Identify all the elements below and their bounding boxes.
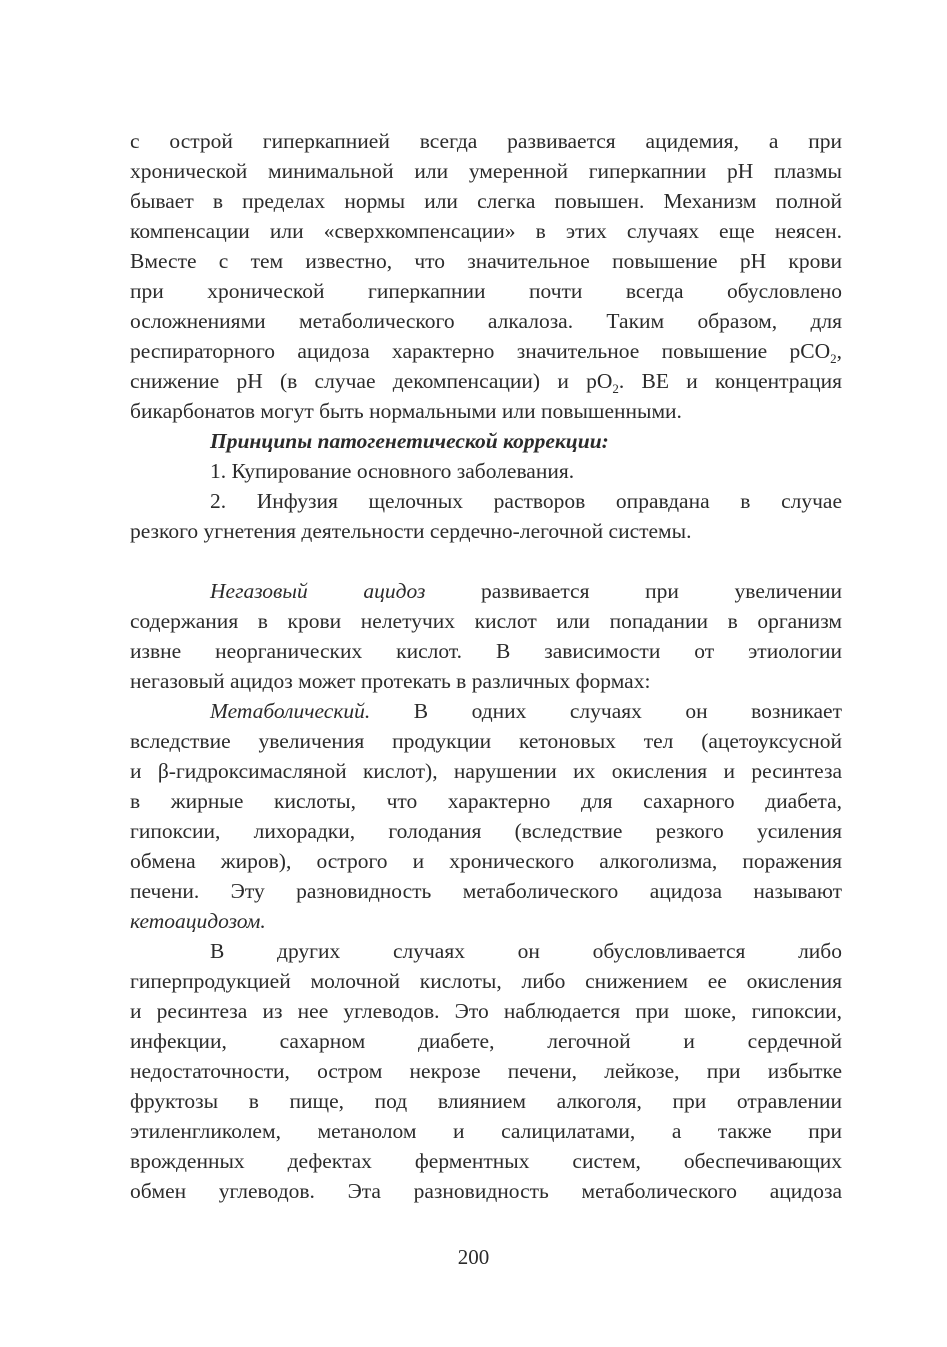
subscript: 2 [612, 381, 619, 396]
text-line: недостаточности, остром некрозе печени, лейкозе, при избытке [130, 1059, 842, 1083]
text-segment: снижение pH (в случае декомпенсации) и pO [130, 369, 613, 393]
text-line: этиленгликолем, метанолом и салицилатами, а также при [130, 1119, 842, 1143]
text-line [130, 366, 842, 396]
text-line: содержания в крови нелетучих кислот или попадании в организм [130, 609, 842, 633]
text-line [130, 696, 842, 726]
text-line: Вместе с тем известно, что значительное повышение pH крови [130, 249, 842, 273]
text-line: инфекции, сахарном диабете, легочной и сердечной [130, 1029, 842, 1053]
text-line: и ресинтеза из нее углеводов. Это наблюдается при шоке, гипоксии, [130, 999, 842, 1023]
text-line: фруктозы в пище, под влиянием алкоголя, при отравлении [130, 1089, 842, 1113]
italic-term: Негазовый ацидоз [210, 579, 426, 603]
text-line [130, 576, 842, 606]
text-line: бывает в пределах нормы или слегка повышен. Механизм полной [130, 189, 842, 213]
body-text [130, 126, 842, 1206]
list-item: 1. Купирование основного заболевания. [210, 459, 575, 483]
text-line: извне неорганических кислот. В зависимости от этиологии [130, 639, 842, 663]
text-line: компенсации или «сверхкомпенсации» в этих случаях еще неясен. [130, 219, 842, 243]
text-segment: , [836, 339, 842, 363]
text-segment: В одних случаях он возникает [370, 699, 842, 723]
text-line: врожденных дефектах ферментных систем, обеспечивающих [130, 1149, 842, 1173]
text-line: осложнениями метаболического алкалоза. Таким образом, для [130, 309, 842, 333]
subscript: 2 [830, 351, 837, 366]
text-line: резкого угнетения деятельности сердечно-легочной системы. [130, 519, 692, 543]
paragraph-gap [130, 546, 842, 576]
italic-term: Метаболический. [210, 699, 371, 723]
text-line [130, 336, 842, 366]
text-line: вследствие увеличения продукции кетоновых тел (ацетоуксусной [130, 729, 842, 753]
section-heading: Принципы патогенетической коррекции: [210, 429, 609, 453]
list-item: 2. Инфузия щелочных растворов оправдана в случае [210, 489, 842, 513]
text-line: печени. Эту разновидность метаболического ацидоза называют [130, 879, 842, 903]
text-line: при хронической гиперкапнии почти всегда обусловлено [130, 279, 842, 303]
italic-term: кетоацидозом. [130, 909, 266, 933]
text-segment: респираторного ацидоза характерно значительное повышение pCO [130, 339, 831, 363]
text-line: и β-гидроксимасляной кислот), нарушении их окисления и ресинтеза [130, 759, 842, 783]
text-line: в жирные кислоты, что характерно для сахарного диабета, [130, 789, 842, 813]
text-line: бикарбонатов могут быть нормальными или повышенными. [130, 399, 682, 423]
text-line: с острой гиперкапнией всегда развивается ацидемия, а при [130, 129, 842, 153]
text-segment: . BE и концентрация [618, 369, 842, 393]
text-line: В других случаях он обусловливается либо [210, 939, 842, 963]
text-line: хронической минимальной или умеренной гиперкапнии pH плазмы [130, 159, 842, 183]
page-number: 200 [457, 1245, 490, 1269]
text-line: обмен углеводов. Эта разновидность метаболического ацидоза [130, 1179, 842, 1203]
text-line: гипоксии, лихорадки, голодания (вследствие резкого усиления [130, 819, 842, 843]
text-line: гиперпродукцией молочной кислоты, либо снижением ее окисления [130, 969, 842, 993]
text-line: негазовый ацидоз может протекать в различных формах: [130, 669, 651, 693]
text-line: обмена жиров), острого и хронического алкоголизма, поражения [130, 849, 842, 873]
text-segment: развивается при увеличении [425, 579, 842, 603]
